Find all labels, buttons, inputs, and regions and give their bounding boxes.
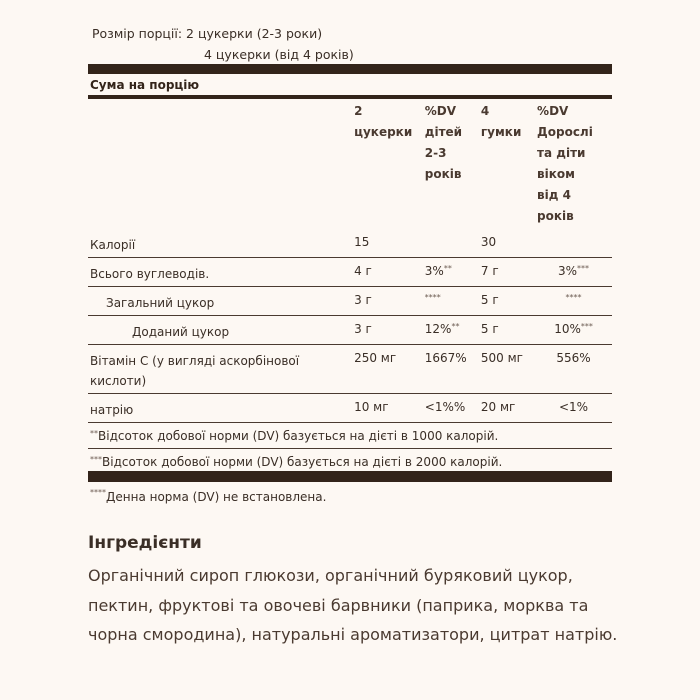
ingredients-heading: Інгредієнти [88,533,202,553]
header-dv-adults: %DV Дорослі та діти віком від 4 років [537,104,593,223]
dv-adults: 3%*** [535,258,612,287]
dv-children: 1667% [423,345,479,394]
serving-size-line-2: 4 цукерки (від 4 років) [204,47,354,62]
value-2: 3 г [352,316,423,345]
dv-children [423,229,479,258]
dv-children: 12%** [423,316,479,345]
dv-adults [535,229,612,258]
nutrient-name: Вітамін С (у вигляді аскорбінової кислоти) [88,345,352,394]
ingredients-text: Органічний сироп глюкози, органічний буряковий цукор, пектин, фруктові та овочеві барвники (паприка, морква та чорна смородина), натуральні ароматизатори, цитрат натрію. [88,566,618,644]
footnote-dv-not-established: ****Денна норма (DV) не встановлена. [90,488,327,504]
value-4: 20 мг [479,394,535,423]
amount-per-serving-heading: Сума на порцію [90,78,200,92]
footnote-row [88,423,612,449]
dv-children: <1%% [423,394,479,423]
header-empty [88,99,352,229]
dv-adults: <1% [535,394,612,423]
value-2: 250 мг [352,345,423,394]
footnote-1000-kcal: **Відсоток добової норми (DV) базується на дієті в 1000 калорій. [88,423,612,449]
table-row [88,316,612,345]
value-4: 7 г [479,258,535,287]
table-row [88,287,612,316]
nutrition-table [88,99,612,474]
dv-adults: 556% [535,345,612,394]
value-2: 15 [352,229,423,258]
dv-children: **** [423,287,479,316]
value-4: 30 [479,229,535,258]
table-row [88,258,612,287]
header-dv-children: %DV дітей 2-3 років [424,104,463,181]
nutrient-name: Всього вуглеводів. [88,258,352,287]
nutrient-name: Загальний цукор [88,287,352,316]
nutrient-name: натрію [88,394,352,423]
value-2: 10 мг [352,394,423,423]
dv-adults: **** [535,287,612,316]
table-row [88,394,612,423]
header-4-gummies: 4 гумки [480,104,522,139]
value-2: 4 г [352,258,423,287]
table-row [88,345,612,394]
dv-children: 3%** [423,258,479,287]
table-row [88,229,612,258]
value-2: 3 г [352,287,423,316]
nutrient-name: Доданий цукор [88,316,352,345]
value-4: 5 г [479,316,535,345]
thick-divider [88,64,612,74]
value-4: 5 г [479,287,535,316]
table-header-row [88,99,612,229]
header-2-candies: 2 цукерки [354,104,413,139]
serving-size-line-1: Розмір порції: 2 цукерки (2-3 роки) [92,26,323,41]
nutrient-name: Калорії [88,229,352,258]
dv-adults: 10%*** [535,316,612,345]
value-4: 500 мг [479,345,535,394]
thick-divider-bottom [88,471,612,482]
footnote-2000-kcal: ***Відсоток добової норми (DV) базується на дієті в 2000 калорій. [90,455,503,469]
